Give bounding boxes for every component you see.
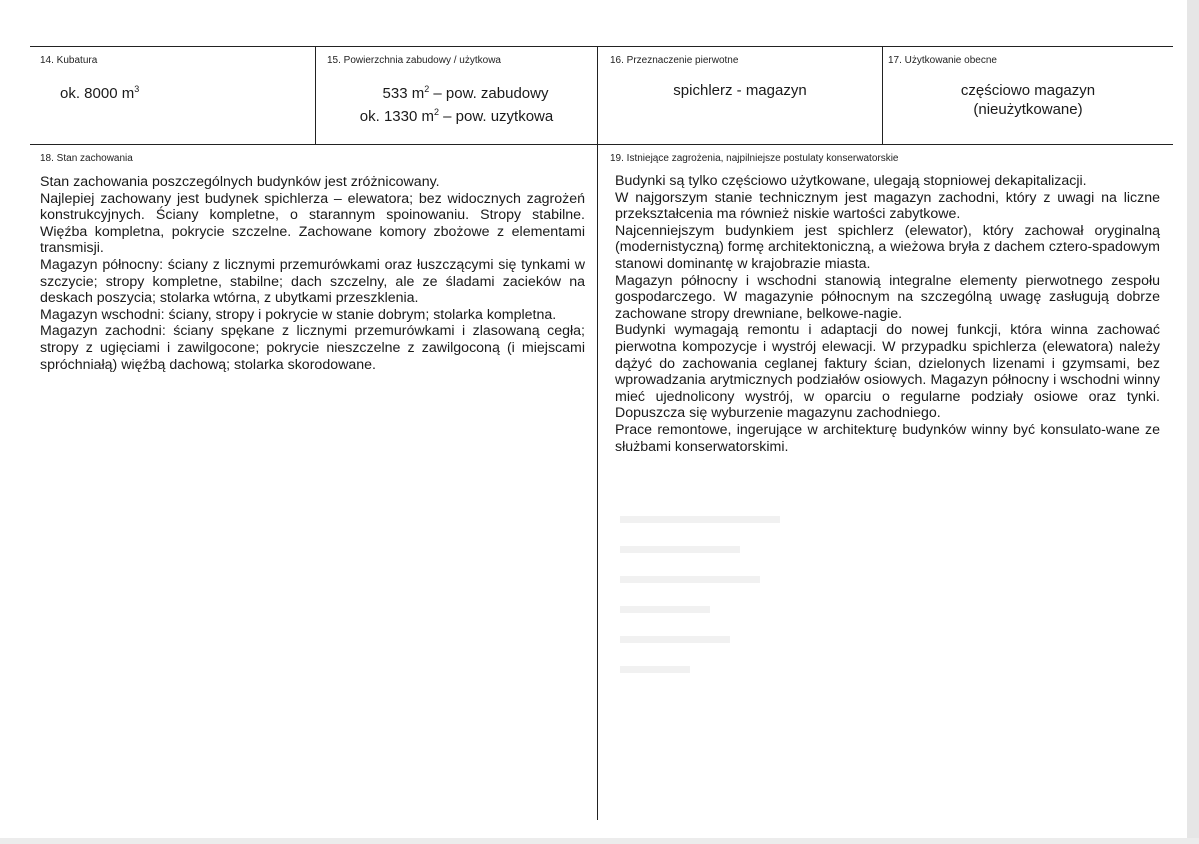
cell-15-value xyxy=(316,80,597,126)
form-table xyxy=(30,46,1173,820)
scan-edge-right xyxy=(1187,0,1199,844)
bleed-through-mark xyxy=(620,636,730,643)
usable-area-value: ok. 1330 m xyxy=(359,108,434,125)
bleed-through-mark xyxy=(620,516,780,523)
cubature-value: ok. 8000 m xyxy=(60,85,135,102)
section-18-para: Magazyn zachodni: ściany spękane z licznymi przemurówkami i zlasowaną cegła; stropy z ugięciami i zawilgocone; pokrycie nieszczelne z zawilgoconą (i miejscami spróchniałą) więźbą dachową; stolarka skorodowane. xyxy=(40,323,585,373)
section-18-para: Magazyn północny: ściany z licznymi przemurówkami oraz łuszczącymi się tynkami w szczycie; stropy kompletne, stabilne; dach szczelny, ale ze śladami zacieków na deskach poszycia; stolarka wtórna, z ubytkami przeszklenia. xyxy=(40,256,585,307)
cubature-unit-exp: 3 xyxy=(134,84,140,94)
current-use-line1: częściowo magazyn xyxy=(960,82,1096,99)
usable-area-exp: 2 xyxy=(433,107,439,117)
bleed-through-mark xyxy=(620,606,710,613)
section-19-para: Najcenniejszym budynkiem jest spichlerz (elewator), który zachował oryginalną (modernistyczną) formę architektoniczną, a wieżowa bryła z dachem cztero-spadowym stanowi dominantę w krajobrazie miasta. xyxy=(615,222,1160,272)
usable-area-suffix: – pow. uzytkowa xyxy=(439,108,554,125)
section-18-para: Magazyn wschodni: ściany, stropy i pokrycie w stanie dobrym; stolarka kompletna. xyxy=(40,306,557,323)
section-19-para: Prace remontowe, ingerujące w architekturę budynków winny być konsulato-wane ze służbami konserwatorskimi. xyxy=(615,421,1160,455)
cell-15-label: 15. Powierzchnia zabudowy / użytkowa xyxy=(327,55,501,66)
section-19-text xyxy=(615,173,1160,455)
section-18-label: 18. Stan zachowania xyxy=(40,153,133,164)
current-use-line2: (nieużytkowane) xyxy=(973,101,1083,118)
section-19-para: Budynki są tylko częściowo użytkowane, ulegają stopniowej dekapitalizacji. xyxy=(615,173,1087,189)
cell-17-label: 17. Użytkowanie obecne xyxy=(888,55,997,66)
built-area-suffix: – pow. zabudowy xyxy=(429,85,549,102)
bleed-through-mark xyxy=(620,546,740,553)
usable-area-line xyxy=(316,103,597,126)
section-18-para: Najlepiej zachowany jest budynek spichlerza – elewatora; bez widocznych zagrożeń konstrukcyjnych. Ściany kompletne, o starannym spoinowaniu. Stropy stabilne. Więźba kompletna, pokrycie szczelne. Zachowane komory zbożowe z elementami transmisji. xyxy=(40,190,585,257)
table-top-border xyxy=(30,46,1173,47)
bleed-through-mark xyxy=(620,666,690,673)
section-19-para: Magazyn północny i wschodni stanowią integralne elementy pierwotnego zespołu gospodarczego. W magazynie północnym na szczególną uwagę zasługują dobrze zachowane stropy drewniane, belkowe-nagie. xyxy=(615,272,1160,322)
section-18-para: Stan zachowania poszczególnych budynków jest zróżnicowany. xyxy=(40,174,440,190)
bleed-through-mark xyxy=(620,576,760,583)
built-area-value: 533 m xyxy=(382,85,425,102)
cell-14-value xyxy=(60,80,139,103)
cell-14-label: 14. Kubatura xyxy=(40,55,98,66)
col-divider-2 xyxy=(597,46,598,820)
row-divider xyxy=(30,144,1173,145)
section-19-para: Budynki wymagają remontu i adaptacji do nowej funkcji, która winna zachować pierwotna kompozycje i wystrój elewacji. W przypadku spichlerza (elewatora) należy dążyć do zachowania ceglanej faktury ścian, dzielonych lizenami i gzymsami, bez wprowadzania arytmicznych podziałów osiowych. Magazyn północny i wschodni winny mieć ujednolicony wystrój, w oparciu o regularne podziały osiowe oraz tynki. Dopuszcza się wyburzenie magazynu zachodniego. xyxy=(615,322,1160,422)
cell-16-label: 16. Przeznaczenie pierwotne xyxy=(610,55,739,66)
built-area-exp: 2 xyxy=(424,84,430,94)
section-18-text xyxy=(40,174,585,373)
section-19-label: 19. Istniejące zagrożenia, najpilniejsze postulaty konserwatorskie xyxy=(610,153,899,164)
cell-17-value xyxy=(883,81,1173,119)
section-19-para: W najgorszym stanie technicznym jest magazyn zachodni, który z uwagi na liczne przekształcenia ma również niskie wartości zabytkowe. xyxy=(615,189,1160,223)
scan-edge-bottom xyxy=(0,838,1199,844)
built-area-line xyxy=(316,80,597,103)
cell-16-value: spichlerz - magazyn xyxy=(673,82,807,99)
